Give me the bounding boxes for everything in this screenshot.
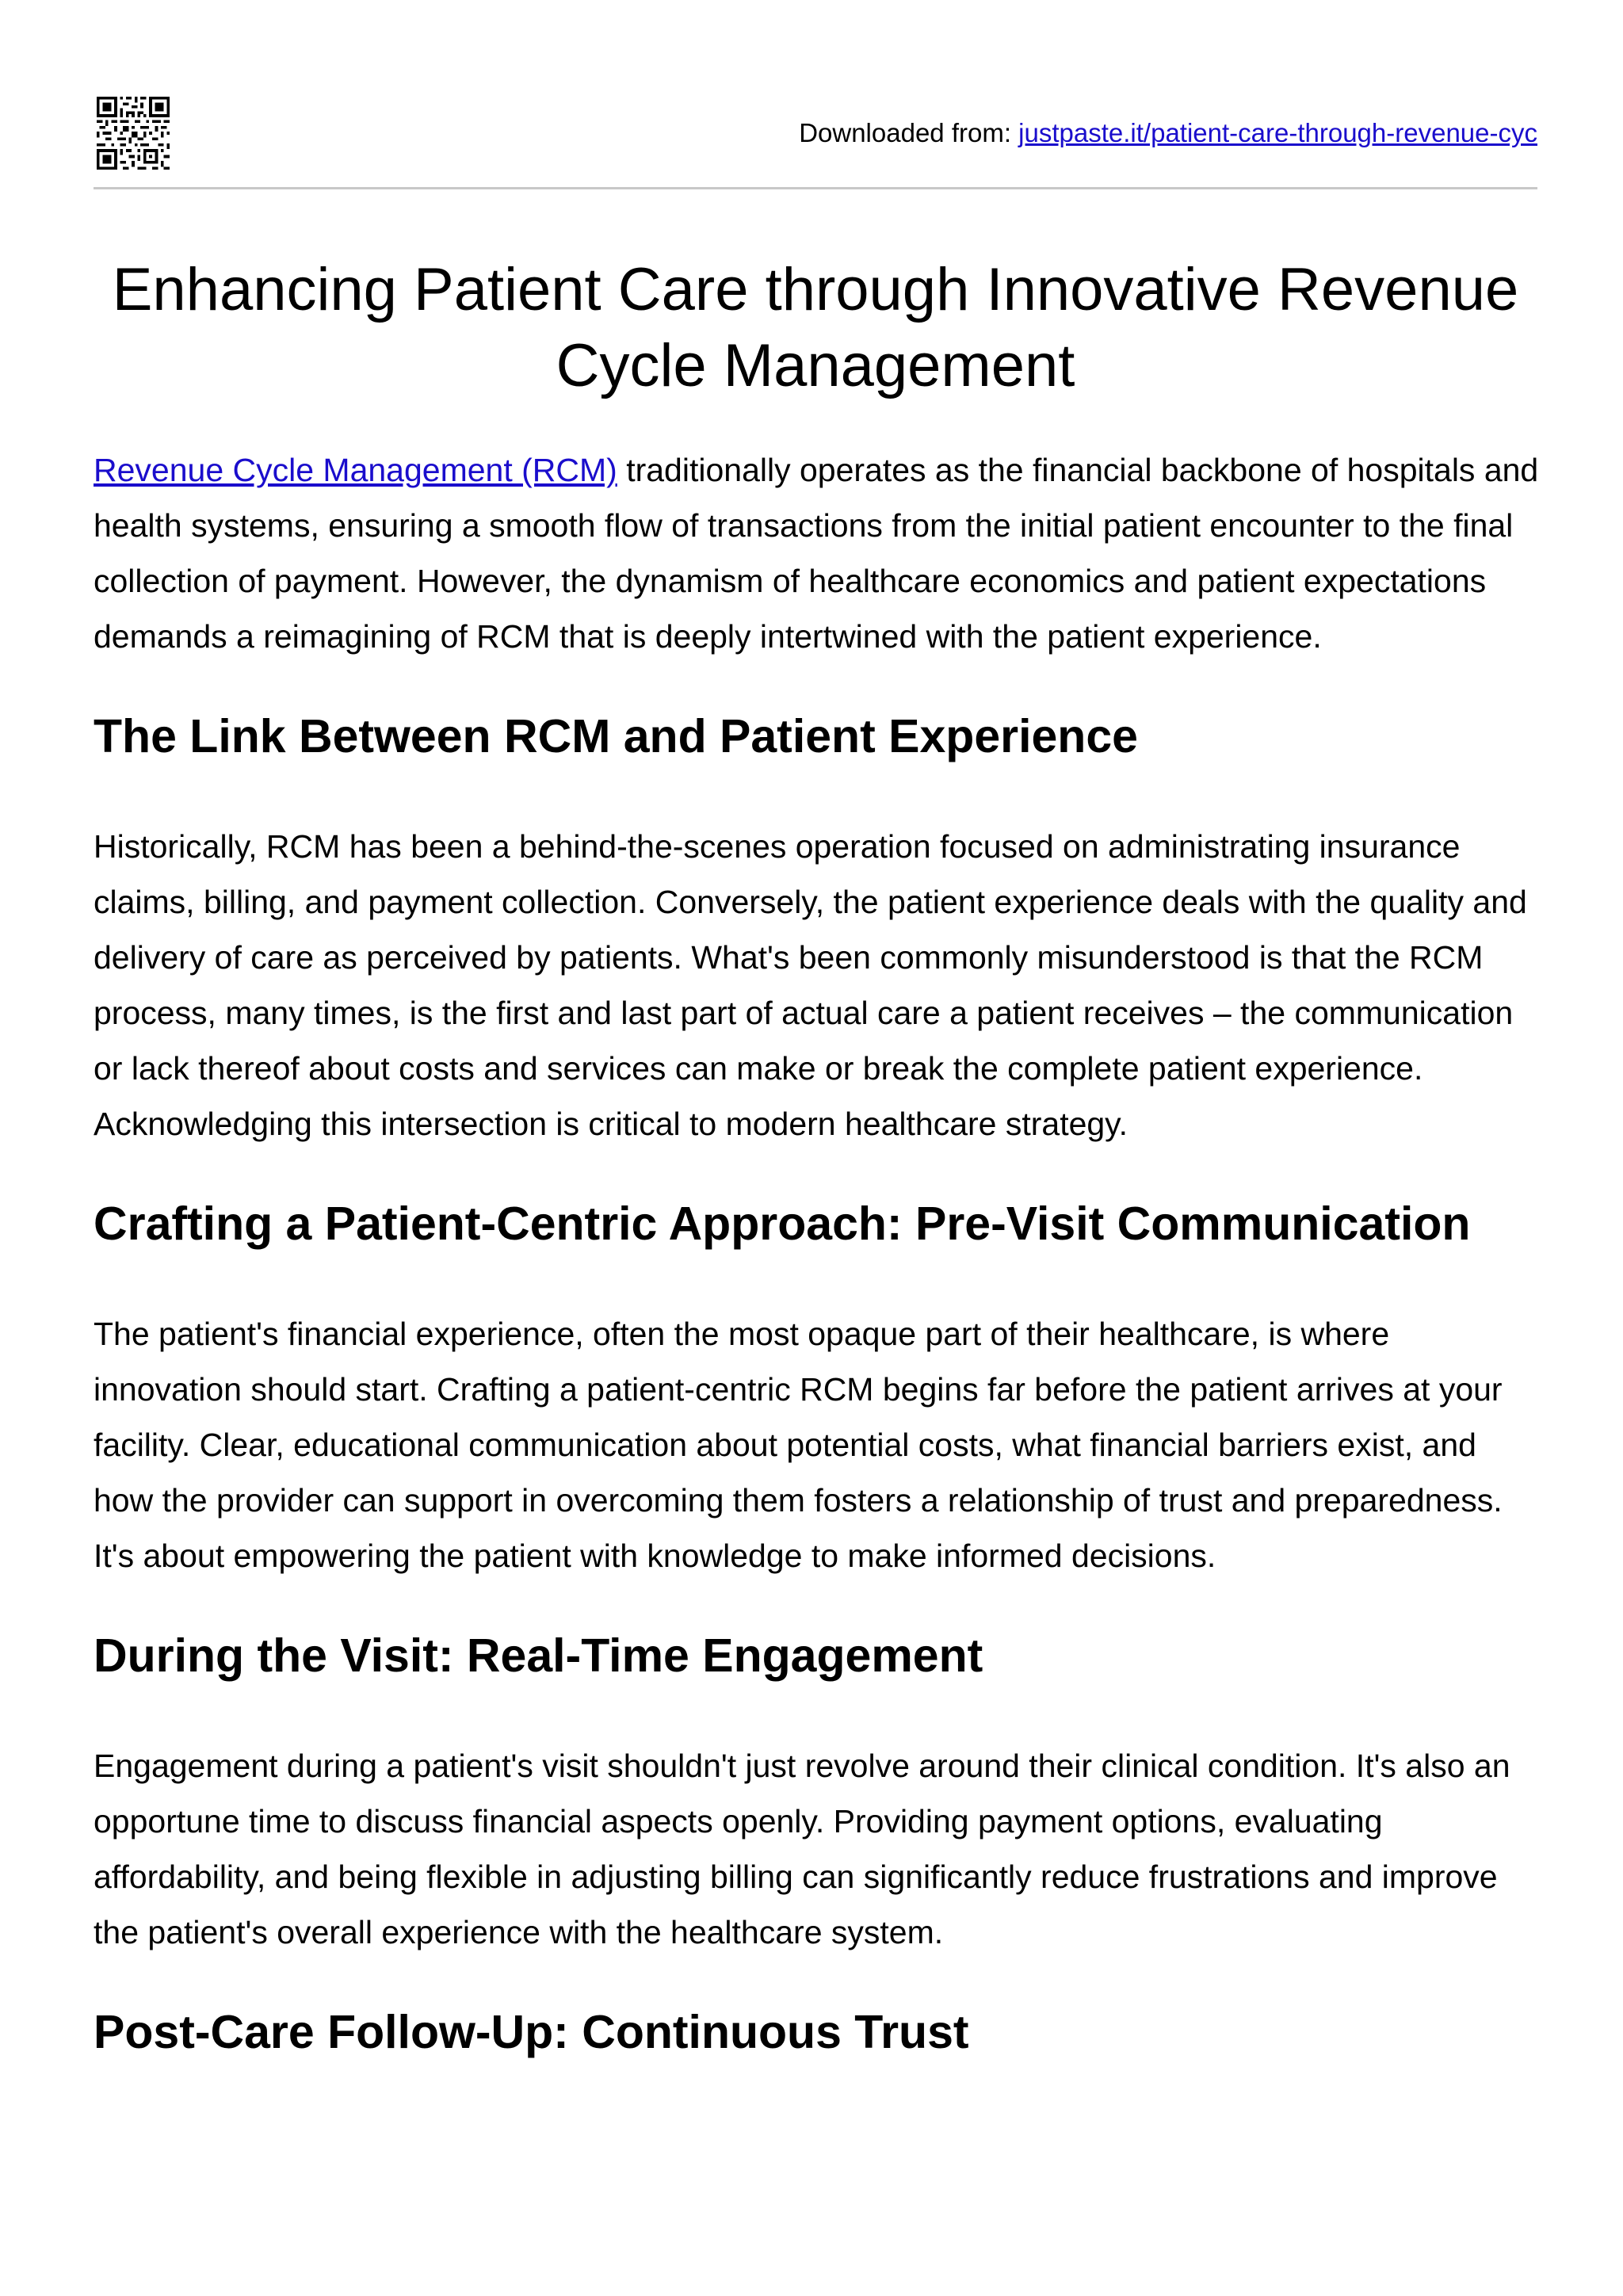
section-body-during-visit: Engagement during a patient's visit shouldn't just revolve around their clinical condition. It's also an opportune time to discuss financial aspects openly. Providing payment options, evaluating affordability, and being flexible in adjusting billing can significantly reduce frustrations and improve the patient's overall experience with the healthcare system. <box>94 1748 1510 1950</box>
intro-paragraph <box>94 442 1544 664</box>
section-heading-rcm-patient-experience: The Link Between RCM and Patient Experience <box>94 710 1138 762</box>
section-heading-during-visit: During the Visit: Real-Time Engagement <box>94 1629 983 1682</box>
section-heading-post-care: Post-Care Follow-Up: Continuous Trust <box>94 2006 969 2058</box>
page-header <box>94 94 1537 189</box>
section-heading-pre-visit: Crafting a Patient-Centric Approach: Pre-Visit Communication <box>94 1198 1471 1250</box>
section-body-pre-visit: The patient's financial experience, often the most opaque part of their healthcare, is where innovation should start. Crafting a patient-centric RCM begins far before the patient arrives at your facility. Clear, educational communication about potential costs, what financial barriers exist, and how the provider can support in overcoming them fosters a relationship of trust and preparedness. It's about empowering the patient with knowledge to make informed decisions. <box>94 1316 1503 1574</box>
document-title: Enhancing Patient Care through Innovative Revenue Cycle Management <box>112 256 1519 399</box>
rcm-link[interactable]: Revenue Cycle Management (RCM) <box>94 452 617 488</box>
intro-text: traditionally operates as the financial backbone of hospitals and health systems, ensuring a smooth flow of transactions from the initial patient encounter to the final collection of payment. However, the dynamism of healthcare economics and patient expectations demands a reimagining of RCM that is deeply intertwined with the patient experience. <box>94 452 1539 655</box>
download-source <box>799 117 1537 149</box>
section-body-rcm-patient-experience: Historically, RCM has been a behind-the-scenes operation focused on administrating insurance claims, billing, and payment collection. Conversely, the patient experience deals with the quality and delivery of care as perceived by patients. What's been commonly misunderstood is that the RCM process, many times, is the first and last part of actual care a patient receives – the communication or lack thereof about costs and services can make or break the complete patient experience. Acknowledging this intersection is critical to modern healthcare strategy. <box>94 828 1527 1142</box>
qr-code-icon <box>97 97 170 170</box>
download-source-link[interactable]: justpaste.it/patient-care-through-revenue-cyc <box>1018 118 1537 147</box>
download-source-label: Downloaded from: <box>799 118 1019 147</box>
document-body <box>94 442 1544 2064</box>
